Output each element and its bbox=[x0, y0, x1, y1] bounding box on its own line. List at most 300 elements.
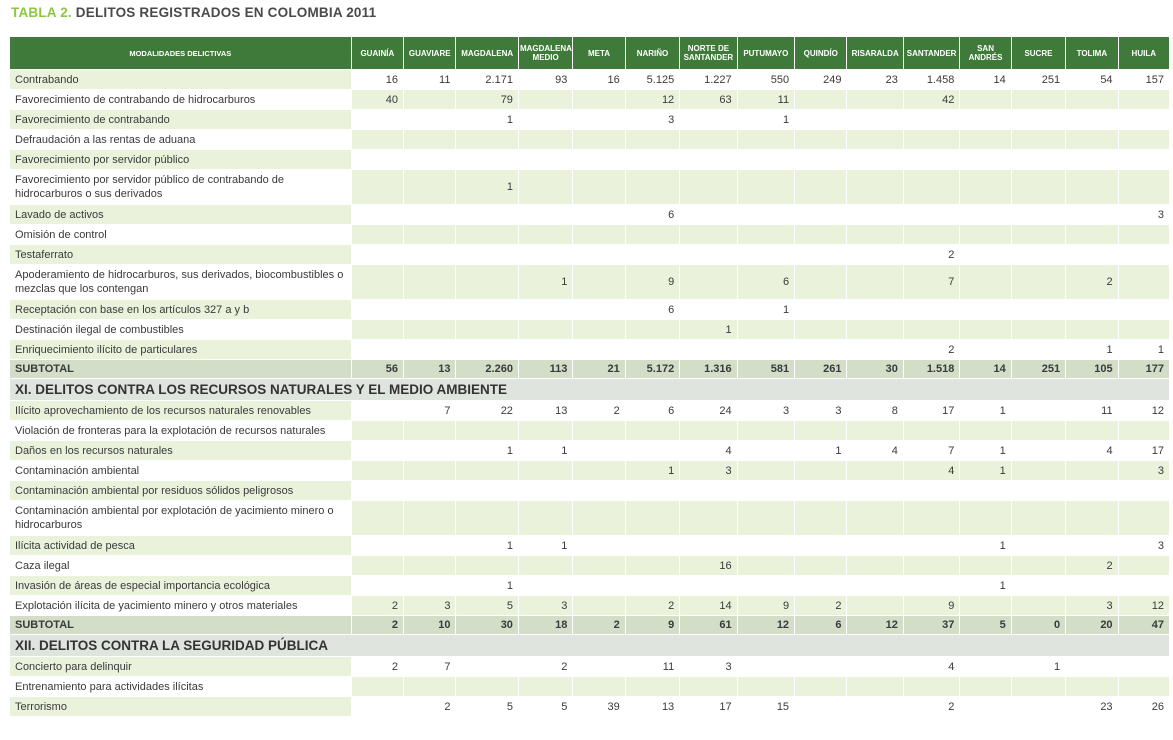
table-cell bbox=[519, 205, 573, 225]
table-cell bbox=[573, 596, 625, 616]
table-cell: 1 bbox=[1066, 340, 1118, 360]
table-cell bbox=[573, 536, 625, 556]
table-cell bbox=[352, 556, 404, 576]
table-cell bbox=[680, 576, 737, 596]
table-cell: 1 bbox=[519, 441, 573, 461]
row-label: Caza ilegal bbox=[10, 556, 352, 576]
table-cell bbox=[1119, 501, 1170, 536]
table-cell: 6 bbox=[626, 401, 680, 421]
table-row bbox=[10, 265, 1170, 300]
table-cell bbox=[904, 501, 960, 536]
table-cell bbox=[404, 110, 456, 130]
table-cell bbox=[626, 150, 680, 170]
table-cell bbox=[795, 461, 847, 481]
table-cell bbox=[680, 501, 737, 536]
table-row bbox=[10, 225, 1170, 245]
table-cell bbox=[1119, 245, 1170, 265]
table-cell bbox=[626, 556, 680, 576]
table-cell: 113 bbox=[519, 360, 573, 379]
table-cell bbox=[1012, 596, 1066, 616]
table-cell bbox=[1012, 461, 1066, 481]
table-cell bbox=[1012, 225, 1066, 245]
table-cell bbox=[352, 130, 404, 150]
table-cell: 2 bbox=[352, 596, 404, 616]
column-header: TOLIMA bbox=[1066, 37, 1118, 70]
column-header: META bbox=[573, 37, 625, 70]
table-cell: 63 bbox=[680, 90, 737, 110]
table-cell bbox=[1012, 205, 1066, 225]
table-cell: 1 bbox=[680, 320, 737, 340]
table-cell: 56 bbox=[352, 360, 404, 379]
table-cell bbox=[1119, 677, 1170, 697]
table-cell: 12 bbox=[847, 616, 903, 635]
table-cell bbox=[352, 340, 404, 360]
table-cell: 7 bbox=[404, 657, 456, 677]
table-cell: 12 bbox=[738, 616, 795, 635]
table-cell bbox=[1066, 150, 1118, 170]
table-cell bbox=[352, 421, 404, 441]
table-cell bbox=[1066, 170, 1118, 205]
table-row bbox=[10, 461, 1170, 481]
row-label: Daños en los recursos naturales bbox=[10, 441, 352, 461]
table-cell bbox=[1066, 461, 1118, 481]
table-cell bbox=[352, 205, 404, 225]
table-cell: 20 bbox=[1066, 616, 1118, 635]
table-cell bbox=[1066, 90, 1118, 110]
table-cell bbox=[795, 300, 847, 320]
table-row bbox=[10, 421, 1170, 441]
table-cell bbox=[519, 481, 573, 501]
table-cell bbox=[795, 340, 847, 360]
table-cell bbox=[404, 150, 456, 170]
table-cell: 1 bbox=[1012, 657, 1066, 677]
table-cell bbox=[456, 556, 518, 576]
table-row bbox=[10, 130, 1170, 150]
table-cell bbox=[1012, 245, 1066, 265]
table-cell: 13 bbox=[519, 401, 573, 421]
table-cell: 12 bbox=[1119, 401, 1170, 421]
table-cell: 2 bbox=[519, 657, 573, 677]
table-cell bbox=[519, 225, 573, 245]
table-cell: 6 bbox=[795, 616, 847, 635]
table-cell bbox=[404, 225, 456, 245]
table-row bbox=[10, 320, 1170, 340]
table-cell: 7 bbox=[904, 441, 960, 461]
column-header: GUAVIARE bbox=[404, 37, 456, 70]
table-cell bbox=[404, 556, 456, 576]
table-cell bbox=[1066, 421, 1118, 441]
table-cell bbox=[352, 245, 404, 265]
table-cell bbox=[1066, 245, 1118, 265]
table-cell: 261 bbox=[795, 360, 847, 379]
table-cell bbox=[573, 90, 625, 110]
table-cell bbox=[960, 596, 1011, 616]
table-cell bbox=[795, 245, 847, 265]
table-cell: 26 bbox=[1119, 697, 1170, 717]
row-label: Invasión de áreas de especial importancia ecológica bbox=[10, 576, 352, 596]
table-cell bbox=[1012, 130, 1066, 150]
table-cell bbox=[795, 576, 847, 596]
row-label: Contaminación ambiental por explotación de yacimiento minero o hidrocarburos bbox=[10, 501, 352, 536]
table-cell bbox=[352, 320, 404, 340]
table-cell bbox=[352, 501, 404, 536]
table-row bbox=[10, 481, 1170, 501]
table-cell bbox=[519, 677, 573, 697]
table-cell: 11 bbox=[1066, 401, 1118, 421]
table-cell bbox=[680, 300, 737, 320]
table-cell bbox=[1066, 657, 1118, 677]
table-cell bbox=[404, 130, 456, 150]
header-row bbox=[10, 37, 1170, 70]
section-heading: XII. DELITOS CONTRA LA SEGURIDAD PÚBLICA bbox=[10, 635, 1170, 657]
table-cell: 6 bbox=[738, 265, 795, 300]
table-cell bbox=[795, 130, 847, 150]
table-cell bbox=[404, 481, 456, 501]
table-cell bbox=[738, 576, 795, 596]
table-cell bbox=[795, 481, 847, 501]
table-cell bbox=[795, 501, 847, 536]
row-label: Favorecimiento por servidor público bbox=[10, 150, 352, 170]
table-cell bbox=[847, 320, 903, 340]
table-cell bbox=[456, 265, 518, 300]
table-cell: 3 bbox=[738, 401, 795, 421]
table-cell: 3 bbox=[680, 657, 737, 677]
table-cell: 7 bbox=[904, 265, 960, 300]
table-cell: 13 bbox=[404, 360, 456, 379]
table-cell bbox=[352, 441, 404, 461]
table-cell: 2 bbox=[904, 697, 960, 717]
table-cell: 12 bbox=[626, 90, 680, 110]
row-label: Enriquecimiento ilícito de particulares bbox=[10, 340, 352, 360]
table-cell bbox=[404, 245, 456, 265]
table-cell: 16 bbox=[680, 556, 737, 576]
table-cell bbox=[1012, 340, 1066, 360]
table-cell bbox=[573, 576, 625, 596]
table-cell bbox=[519, 110, 573, 130]
table-cell bbox=[626, 677, 680, 697]
table-cell bbox=[404, 320, 456, 340]
row-label: Lavado de activos bbox=[10, 205, 352, 225]
table-cell: 93 bbox=[519, 70, 573, 90]
table-cell: 13 bbox=[626, 697, 680, 717]
table-cell: 5.172 bbox=[626, 360, 680, 379]
table-cell bbox=[904, 205, 960, 225]
column-header: SANTANDER bbox=[904, 37, 960, 70]
table-cell bbox=[960, 150, 1011, 170]
table-cell bbox=[404, 461, 456, 481]
table-cell bbox=[519, 340, 573, 360]
table-cell bbox=[680, 130, 737, 150]
row-label: Favorecimiento de contrabando de hidrocarburos bbox=[10, 90, 352, 110]
table-cell: 5 bbox=[519, 697, 573, 717]
table-cell bbox=[573, 461, 625, 481]
column-header: SAN ANDRÉS bbox=[960, 37, 1011, 70]
table-cell bbox=[1066, 536, 1118, 556]
table-cell: 550 bbox=[738, 70, 795, 90]
table-cell: 1 bbox=[456, 441, 518, 461]
table-cell bbox=[960, 265, 1011, 300]
table-cell bbox=[847, 421, 903, 441]
subtotal-row bbox=[10, 616, 1170, 635]
table-cell bbox=[1119, 130, 1170, 150]
table-row bbox=[10, 657, 1170, 677]
column-header: MAGDALENA bbox=[456, 37, 518, 70]
table-cell: 12 bbox=[1119, 596, 1170, 616]
table-cell bbox=[738, 225, 795, 245]
table-cell bbox=[626, 576, 680, 596]
table-cell bbox=[456, 320, 518, 340]
table-cell bbox=[738, 340, 795, 360]
subtotal-label: SUBTOTAL bbox=[10, 616, 352, 635]
table-cell bbox=[352, 677, 404, 697]
table-cell: 5 bbox=[456, 697, 518, 717]
table-cell bbox=[352, 697, 404, 717]
table-cell: 1 bbox=[960, 536, 1011, 556]
table-cell bbox=[456, 421, 518, 441]
table-cell bbox=[904, 170, 960, 205]
table-cell bbox=[904, 536, 960, 556]
table-cell bbox=[1012, 90, 1066, 110]
table-cell: 18 bbox=[519, 616, 573, 635]
row-label: Defraudación a las rentas de aduana bbox=[10, 130, 352, 150]
table-cell: 251 bbox=[1012, 360, 1066, 379]
table-cell bbox=[847, 340, 903, 360]
table-cell bbox=[680, 481, 737, 501]
table-cell bbox=[847, 596, 903, 616]
table-cell bbox=[847, 576, 903, 596]
table-cell bbox=[352, 225, 404, 245]
table-cell bbox=[456, 340, 518, 360]
table-cell bbox=[795, 110, 847, 130]
table-row bbox=[10, 110, 1170, 130]
table-cell bbox=[1119, 421, 1170, 441]
table-cell: 40 bbox=[352, 90, 404, 110]
table-cell: 2 bbox=[904, 245, 960, 265]
crimes-table bbox=[10, 37, 1170, 717]
table-row bbox=[10, 697, 1170, 717]
table-cell bbox=[352, 401, 404, 421]
table-cell: 2 bbox=[795, 596, 847, 616]
table-row bbox=[10, 340, 1170, 360]
table-cell bbox=[573, 556, 625, 576]
table-cell bbox=[352, 265, 404, 300]
table-cell bbox=[1066, 481, 1118, 501]
table-number: TABLA 2. bbox=[11, 5, 72, 20]
column-header: MAGDALENA MEDIO bbox=[519, 37, 573, 70]
column-header: NORTE DE SANTANDER bbox=[680, 37, 737, 70]
table-cell bbox=[847, 205, 903, 225]
table-cell bbox=[404, 677, 456, 697]
table-cell bbox=[352, 461, 404, 481]
table-cell bbox=[1012, 320, 1066, 340]
table-cell bbox=[456, 677, 518, 697]
table-cell bbox=[404, 265, 456, 300]
table-cell bbox=[1066, 225, 1118, 245]
table-cell bbox=[847, 90, 903, 110]
table-cell bbox=[960, 130, 1011, 150]
table-cell bbox=[404, 536, 456, 556]
subtotal-row bbox=[10, 360, 1170, 379]
table-cell bbox=[352, 576, 404, 596]
table-cell bbox=[1119, 556, 1170, 576]
table-cell bbox=[519, 556, 573, 576]
table-cell bbox=[573, 245, 625, 265]
table-cell: 1 bbox=[456, 536, 518, 556]
table-cell bbox=[573, 130, 625, 150]
table-cell bbox=[1012, 556, 1066, 576]
table-cell: 1 bbox=[960, 401, 1011, 421]
table-cell: 4 bbox=[904, 461, 960, 481]
table-cell bbox=[960, 340, 1011, 360]
table-cell bbox=[404, 501, 456, 536]
table-cell bbox=[456, 150, 518, 170]
table-cell: 3 bbox=[1119, 205, 1170, 225]
table-cell bbox=[738, 170, 795, 205]
table-cell bbox=[960, 300, 1011, 320]
table-cell bbox=[847, 170, 903, 205]
table-cell bbox=[738, 556, 795, 576]
table-cell: 1 bbox=[960, 441, 1011, 461]
table-cell: 47 bbox=[1119, 616, 1170, 635]
table-cell bbox=[519, 576, 573, 596]
row-label: Receptación con base en los artículos 327 a y b bbox=[10, 300, 352, 320]
table-cell: 1 bbox=[456, 576, 518, 596]
table-cell bbox=[573, 265, 625, 300]
table-cell bbox=[519, 150, 573, 170]
table-cell bbox=[1066, 300, 1118, 320]
table-cell bbox=[795, 150, 847, 170]
table-cell: 4 bbox=[1066, 441, 1118, 461]
column-header: PUTUMAYO bbox=[738, 37, 795, 70]
table-cell bbox=[1012, 300, 1066, 320]
table-cell bbox=[960, 90, 1011, 110]
table-cell bbox=[573, 340, 625, 360]
table-cell: 249 bbox=[795, 70, 847, 90]
table-cell bbox=[1012, 677, 1066, 697]
section-heading: XI. DELITOS CONTRA LOS RECURSOS NATURALES Y EL MEDIO AMBIENTE bbox=[10, 379, 1170, 401]
table-cell: 1 bbox=[626, 461, 680, 481]
table-cell bbox=[795, 265, 847, 300]
column-header: NARIÑO bbox=[626, 37, 680, 70]
table-cell bbox=[573, 225, 625, 245]
table-cell: 177 bbox=[1119, 360, 1170, 379]
table-cell bbox=[1012, 576, 1066, 596]
table-cell bbox=[960, 225, 1011, 245]
table-cell bbox=[795, 205, 847, 225]
table-cell bbox=[573, 320, 625, 340]
table-cell: 1 bbox=[738, 110, 795, 130]
table-cell bbox=[404, 340, 456, 360]
table-cell bbox=[795, 90, 847, 110]
table-cell: 16 bbox=[573, 70, 625, 90]
table-row bbox=[10, 536, 1170, 556]
table-cell: 11 bbox=[738, 90, 795, 110]
table-cell: 11 bbox=[404, 70, 456, 90]
table-cell: 42 bbox=[904, 90, 960, 110]
table-cell bbox=[738, 501, 795, 536]
table-title bbox=[11, 5, 376, 20]
table-cell bbox=[680, 340, 737, 360]
table-cell bbox=[680, 110, 737, 130]
table-cell: 79 bbox=[456, 90, 518, 110]
section-heading-row bbox=[10, 635, 1170, 657]
table-cell bbox=[352, 536, 404, 556]
table-cell: 15 bbox=[738, 697, 795, 717]
table-cell: 2.260 bbox=[456, 360, 518, 379]
table-cell bbox=[456, 300, 518, 320]
table-cell: 2 bbox=[904, 340, 960, 360]
table-cell bbox=[519, 300, 573, 320]
table-cell bbox=[626, 170, 680, 205]
table-cell bbox=[352, 170, 404, 205]
table-cell: 3 bbox=[795, 401, 847, 421]
table-cell bbox=[680, 150, 737, 170]
table-cell bbox=[573, 110, 625, 130]
table-cell bbox=[1012, 536, 1066, 556]
table-cell bbox=[1012, 265, 1066, 300]
table-cell bbox=[1119, 300, 1170, 320]
table-cell bbox=[960, 320, 1011, 340]
table-cell bbox=[1066, 130, 1118, 150]
table-row bbox=[10, 576, 1170, 596]
table-cell bbox=[519, 170, 573, 205]
table-cell bbox=[573, 501, 625, 536]
table-cell bbox=[738, 421, 795, 441]
table-cell: 14 bbox=[960, 70, 1011, 90]
table-row bbox=[10, 205, 1170, 225]
table-cell: 22 bbox=[456, 401, 518, 421]
table-cell: 3 bbox=[404, 596, 456, 616]
table-cell: 5 bbox=[456, 596, 518, 616]
row-label: Omisión de control bbox=[10, 225, 352, 245]
row-label: Explotación ilícita de yacimiento minero y otros materiales bbox=[10, 596, 352, 616]
table-cell bbox=[680, 536, 737, 556]
table-cell bbox=[519, 90, 573, 110]
table-cell bbox=[626, 421, 680, 441]
table-cell bbox=[352, 150, 404, 170]
table-cell: 21 bbox=[573, 360, 625, 379]
row-label: Destinación ilegal de combustibles bbox=[10, 320, 352, 340]
table-cell bbox=[795, 556, 847, 576]
table-cell bbox=[404, 300, 456, 320]
row-label: Contrabando bbox=[10, 70, 352, 90]
table-cell bbox=[847, 697, 903, 717]
table-cell bbox=[960, 110, 1011, 130]
table-body bbox=[10, 70, 1170, 717]
table-cell bbox=[904, 556, 960, 576]
table-cell: 23 bbox=[847, 70, 903, 90]
table-cell: 9 bbox=[626, 265, 680, 300]
table-row bbox=[10, 556, 1170, 576]
row-label: Entrenamiento para actividades ilícitas bbox=[10, 677, 352, 697]
table-cell: 251 bbox=[1012, 70, 1066, 90]
table-cell: 6 bbox=[626, 205, 680, 225]
table-cell bbox=[847, 481, 903, 501]
table-cell bbox=[626, 501, 680, 536]
table-cell bbox=[960, 245, 1011, 265]
table-cell bbox=[738, 150, 795, 170]
table-cell bbox=[573, 170, 625, 205]
table-cell: 2.171 bbox=[456, 70, 518, 90]
table-cell bbox=[1066, 205, 1118, 225]
table-row bbox=[10, 596, 1170, 616]
table-cell: 3 bbox=[519, 596, 573, 616]
table-cell: 1 bbox=[960, 461, 1011, 481]
column-header: GUAINÍA bbox=[352, 37, 404, 70]
table-row bbox=[10, 677, 1170, 697]
table-cell bbox=[847, 536, 903, 556]
table-cell bbox=[626, 536, 680, 556]
